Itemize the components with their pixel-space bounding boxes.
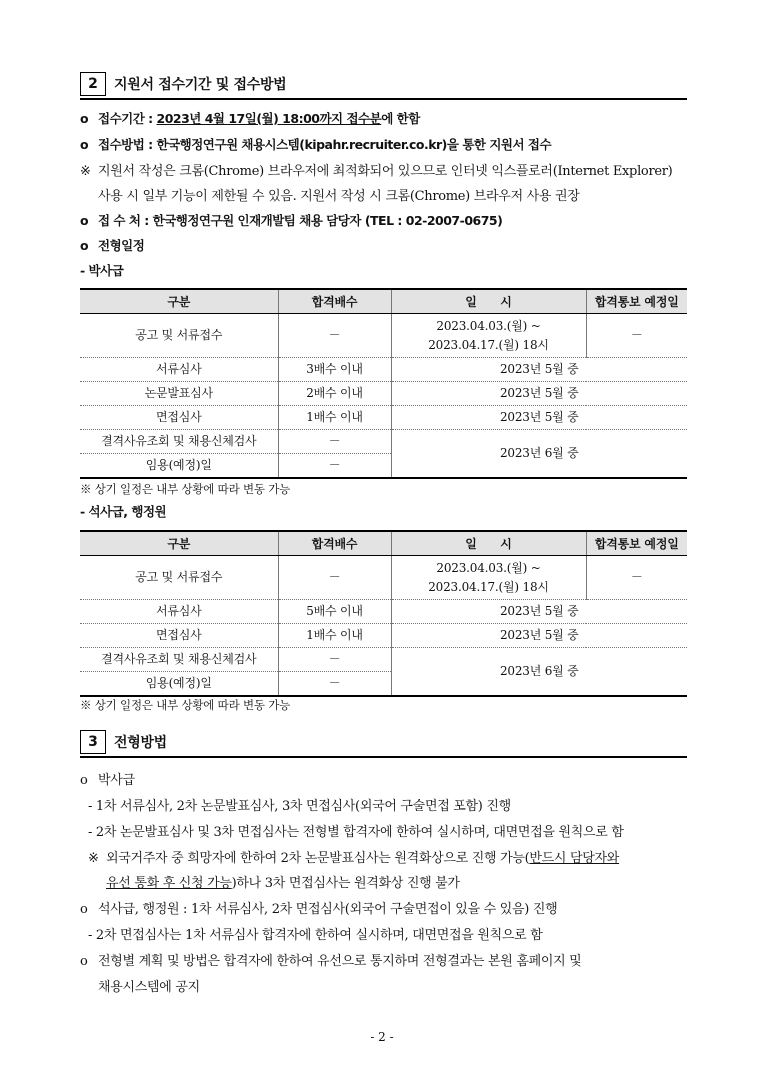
section-number: 2 [80, 72, 106, 96]
table-row: 결격사유조회 및 채용신체검사 － 2023년 6월 중 [80, 430, 687, 454]
phd-schedule-table [80, 288, 687, 479]
plan-line-1: o 전형별 계획 및 방법은 합격자에 한하여 유선으로 통지하며 전형결과는 본원 홈페이지 및 [80, 954, 582, 969]
note-mark-icon: ※ [88, 851, 99, 866]
table-header-row [80, 531, 687, 556]
bullet-icon: o [80, 137, 89, 152]
section-3-header [80, 730, 687, 758]
note-mark-icon: ※ [80, 164, 91, 179]
period-line: o 접수기간 : 2023년 4월 17일(월) 18:00까지 접수분에 한함 [80, 111, 420, 126]
header-date: 일 시 [391, 531, 586, 556]
bullet-icon: o [80, 954, 88, 969]
masters-method-sub: - 2차 면접심사는 1차 서류심사 합격자에 한하여 실시하며, 대면면접을 원칙으로 함 [88, 928, 543, 943]
browser-note-line-1: ※ 지원서 작성은 크롬(Chrome) 브라우저에 최적화되어 있으므로 인터넷 익스플로러(Internet Explorer) [80, 164, 673, 179]
masters-heading: - 석사급, 행정원 [80, 504, 167, 519]
masters-method-line: o 석사급, 행정원 : 1차 서류심사, 2차 면접심사(외국어 구술면접이 있을 수 있음) 진행 [80, 902, 558, 917]
contact-line: o 접 수 처 : 한국행정연구원 인재개발팀 채용 담당자 (TEL : 02-2007-0675) [80, 213, 503, 228]
table-row: 공고 및 서류접수 － 2023.04.03.(월) ~ 2023.04.17.(월) 18시 － [80, 556, 687, 600]
table-row: 임용(예정)일 － [80, 672, 687, 696]
phd-method-line-2: - 2차 논문발표심사 및 3차 면접심사는 전형별 합격자에 한하여 실시하며, 대면면접을 원칙으로 함 [88, 825, 624, 840]
header-date: 일 시 [391, 289, 586, 314]
foreign-note-line-2: 유선 통화 후 신청 가능)하나 3차 면접심사는 원격화상 진행 불가 [106, 876, 460, 891]
section-2-header [80, 72, 687, 100]
table-header-row [80, 289, 687, 314]
phd-method-line-1: - 1차 서류심사, 2차 논문발표심사, 3차 면접심사(외국어 구술면접 포함) 진행 [88, 799, 511, 814]
bullet-icon: o [80, 111, 89, 126]
table-row: 면접심사 1배수 이내 2023년 5월 중 [80, 624, 687, 648]
phd-heading: - 박사급 [80, 263, 124, 278]
table-row: 서류심사 3배수 이내 2023년 5월 중 [80, 358, 687, 382]
header-multiple: 합격배수 [278, 531, 391, 556]
header-notice: 합격통보 예정일 [586, 289, 687, 314]
bullet-icon: o [80, 213, 89, 228]
table-row: 논문발표심사 2배수 이내 2023년 5월 중 [80, 382, 687, 406]
period-value: 2023년 4월 17일(월) 18:00까지 접수분 [156, 111, 382, 126]
table-row: 결격사유조회 및 채용신체검사 － 2023년 6월 중 [80, 648, 687, 672]
foreign-note-line-1: ※ 외국거주자 중 희망자에 한하여 2차 논문발표심사는 원격화상으로 진행 가능(반드시 담당자와 [88, 851, 620, 866]
page-number: - 2 - [370, 1030, 394, 1044]
plan-line-2: 채용시스템에 공지 [98, 980, 200, 995]
masters-footnote: ※ 상기 일정은 내부 상황에 따라 변동 가능 [80, 698, 291, 712]
masters-schedule-table [80, 530, 687, 697]
phd-method-label: o 박사급 [80, 773, 135, 788]
section-title: 전형방법 [114, 735, 167, 751]
header-category: 구분 [80, 289, 278, 314]
table-row: 면접심사 1배수 이내 2023년 5월 중 [80, 406, 687, 430]
table-row: 서류심사 5배수 이내 2023년 5월 중 [80, 600, 687, 624]
schedule-title: o 전형일정 [80, 238, 145, 253]
bullet-icon: o [80, 773, 88, 788]
browser-note-line-2: 사용 시 일부 기능이 제한될 수 있음. 지원서 작성 시 크롬(Chrome) 브라우저 사용 권장 [98, 189, 580, 204]
phd-footnote: ※ 상기 일정은 내부 상황에 따라 변동 가능 [80, 482, 291, 496]
header-category: 구분 [80, 531, 278, 556]
section-title: 지원서 접수기간 및 접수방법 [114, 77, 287, 93]
table-row: 공고 및 서류접수 － 2023.04.03.(월) ~ 2023.04.17.(월) 18시 － [80, 314, 687, 358]
header-notice: 합격통보 예정일 [586, 531, 687, 556]
header-multiple: 합격배수 [278, 289, 391, 314]
bullet-icon: o [80, 238, 89, 253]
bullet-icon: o [80, 902, 88, 917]
table-row: 임용(예정)일 － [80, 454, 687, 478]
section-number: 3 [80, 730, 106, 754]
method-line: o 접수방법 : 한국행정연구원 채용시스템(kipahr.recruiter.co.kr)을 통한 지원서 접수 [80, 137, 552, 152]
